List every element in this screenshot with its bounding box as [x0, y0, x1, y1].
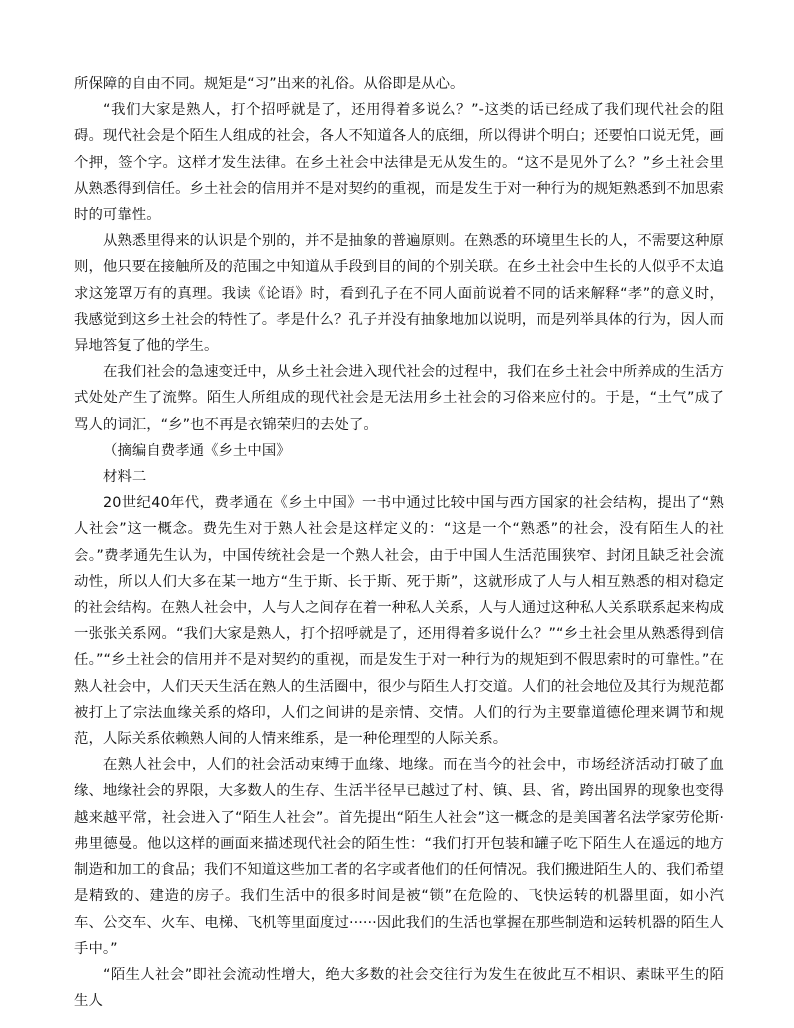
paragraph-acquaintance-talk: “我们大家是熟人，打个招呼就是了，还用得着多说么？”-这类的话已经成了我们现代社会的阻碍。现代社会是个陌生人组成的社会，各人不知道各人的底细，所以得讲个明白；还要怕口说无凭，画个押，签个字。这样才发生法律。在乡土社会中法律是无从发生的。“这不是见外了么？”乡土社会里从熟悉得到信任。乡土社会的信用并不是对契约的重视，而是发生于对一种行为的规矩熟悉到不加思索时的可靠性。 — [74, 102, 724, 224]
paragraph-acquaintance-society: 20世纪40年代，费孝通在《乡土中国》一书中通过比较中国与西方国家的社会结构，提出了“熟人社会”这一概念。费先生对于熟人社会是这样定义的：“这是一个“熟悉”的社会，没有陌生人的社会。”费孝通先生认为，中国传统社会是一个熟人社会，由于中国人生活范围狭窄、封闭且缺乏社会流动性，所以人们大多在某一地方“生于斯、长于斯、死于斯”，这就形成了人与人相互熟悉的相对稳定的社会结构。在熟人社会中，人与人之间存在着一种私人关系，人与人通过这种私人关系联系起来构成一张张关系网。“我们大家是熟人，打个招呼就是了，还用得着多说什么？”“乡土社会里从熟悉得到信任。”“乡土社会的信用并不是对契约的重视，而是发生于对一种行为的规矩到不假思索时的可靠性。”在熟人社会中，人们天天生活在熟人的生活圈中，很少与陌生人打交道。人们的社会地位及其行为规范都被打上了宗法血缘关系的烙印，人们之间讲的是亲情、交情。人们的行为主要靠道德伦理来调节和规范，人际关系依赖熟人间的人情来维系，是一种伦理型的人际关系。 — [74, 495, 724, 748]
paragraph-continuation: 所保障的自由不同。规矩是“习”出来的礼俗。从俗即是从心。 — [74, 76, 465, 92]
paragraph-social-change: 在我们社会的急速变迁中，从乡土社会进入现代社会的过程中，我们在乡土社会中所养成的生活方式处处产生了流弊。陌生人所组成的现代社会是无法用乡土社会的习俗来应付的。于是，“土气”成了骂人的词汇，“乡”也不再是衣锦荣归的去处了。 — [74, 364, 724, 433]
document-page — [74, 71, 724, 1014]
paragraph-final: “陌生人社会”即社会流动性增大，绝大多数的社会交往行为发生在彼此互不相识、素昧平生的陌生人 — [74, 966, 724, 1010]
paragraph-familiarity: 从熟悉里得来的认识是个别的，并不是抽象的普遍原则。在熟悉的环境里生长的人，不需要这种原则，他只要在接触所及的范围之中知道从手段到目的间的个别关联。在乡土社会中生长的人似乎不太追求这笼罩万有的真理。我读《论语》时，看到孔子在不同人面前说着不同的话来解释“孝”的意义时，我感觉到这乡土社会的特性了。孝是什么？孔子并没有抽象地加以说明，而是列举具体的行为，因人而异地答复了他的学生。 — [74, 233, 724, 355]
paragraph-stranger-society: 在熟人社会中，人们的社会活动束缚于血缘、地缘。而在当今的社会中，市场经济活动打破了血缘、地缘社会的界限，大多数人的生存、生活半径早已越过了村、镇、县、省，跨出国界的现象也变得越来越平常，社会进入了“陌生人社会”。首先提出“陌生人社会”这一概念的是美国著名法学家劳伦斯·弗里德曼。他以这样的画面来描述现代社会的陌生性：“我们打开包装和罐子吃下陌生人在遥远的地方制造和加工的食品；我们不知道这些加工者的名字或者他们的任何情况。我们搬进陌生人的、我们希望是精致的、建造的房子。我们生活中的很多时间是被“锁”在危险的、飞快运转的机器里面，如小汽车、公交车、火车、电梯、飞机等里面度过······因此我们的生活也掌握在那些制造和运转机器的陌生人手中。” — [74, 757, 724, 957]
source-citation: （摘编自费孝通《乡土中国》 — [103, 442, 291, 459]
material-two-heading: 材料二 — [103, 469, 147, 486]
